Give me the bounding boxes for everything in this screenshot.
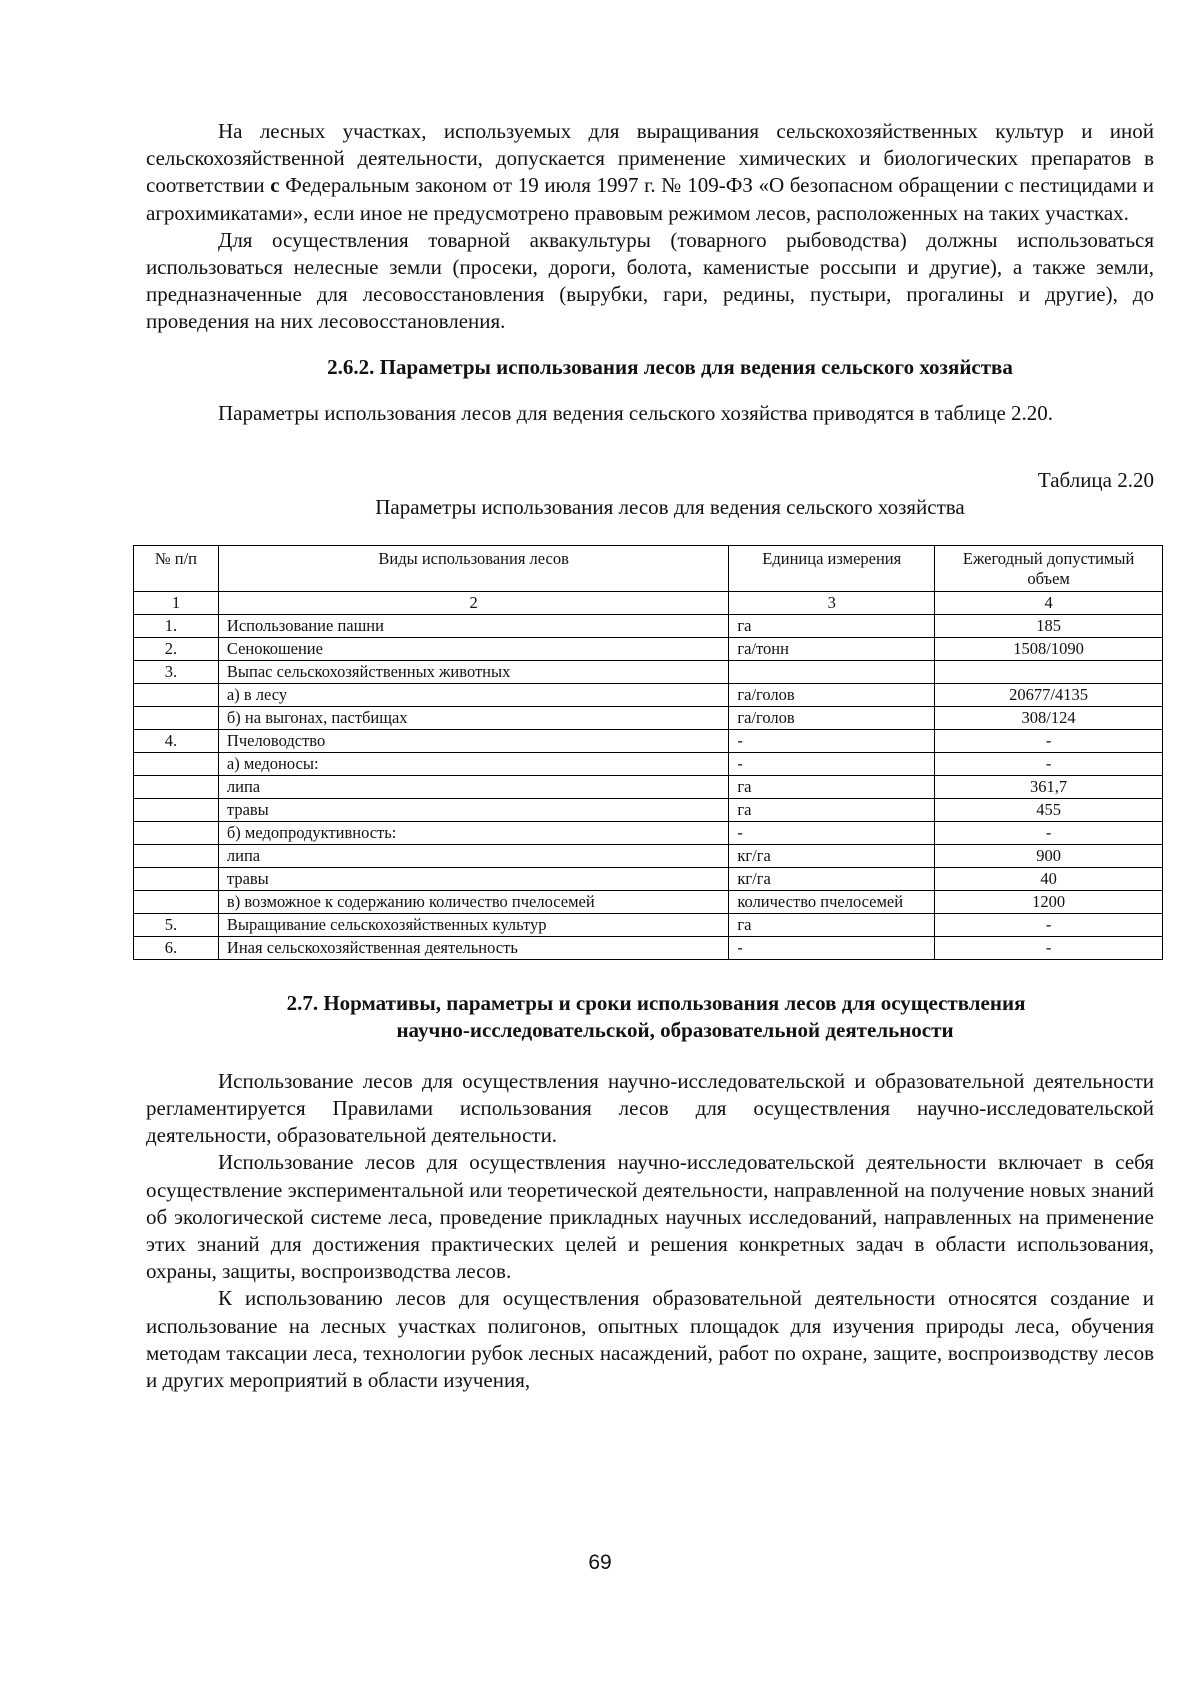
cell-number: 3. xyxy=(134,660,219,683)
cell-annual-volume: 1508/1090 xyxy=(935,637,1163,660)
page-number: 69 xyxy=(588,1551,612,1574)
table-row xyxy=(134,890,1163,913)
table-row xyxy=(134,775,1163,798)
table-title: Параметры использования лесов для ведения сельского хозяйства xyxy=(375,494,965,519)
cell-annual-volume: - xyxy=(935,913,1163,936)
table-row xyxy=(134,729,1163,752)
table-body xyxy=(134,614,1163,959)
cell-usage-type: а) в лесу xyxy=(218,683,728,706)
cell-number: 5. xyxy=(134,913,219,936)
column-number-cell: 2 xyxy=(218,591,728,614)
page-content xyxy=(146,118,1154,1394)
cell-annual-volume: - xyxy=(935,729,1163,752)
header-cell-type: Виды использования лесов xyxy=(218,545,728,591)
intro-paragraph-1-text-a: На лесных участках, используемых для выращивания сельскохозяйственных культур и иной сельскохозяйственной деятельности, допускается применение химических и биологических препаратов в соответствии xyxy=(146,119,1154,198)
cell-number xyxy=(134,798,219,821)
cell-number xyxy=(134,706,219,729)
cell-unit: га/голов xyxy=(729,683,935,706)
cell-unit: га xyxy=(729,614,935,637)
cell-number: 2. xyxy=(134,637,219,660)
table-row xyxy=(134,706,1163,729)
table-row xyxy=(134,844,1163,867)
table-number: Таблица 2.20 xyxy=(1037,467,1154,492)
cell-usage-type: в) возможное к содержанию количество пчелосемей xyxy=(218,890,728,913)
table-row xyxy=(134,913,1163,936)
cell-number xyxy=(134,683,219,706)
intro-paragraph-1-text-b: Федеральным законом от 19 июля 1997 г. № 109-ФЗ «О безопасном обращении с пестицидами и агрохимикатами», если иное не предусмотрено правовым режимом лесов, расположенных на таких участках. xyxy=(146,173,1154,225)
cell-unit: га xyxy=(729,775,935,798)
cell-annual-volume: 900 xyxy=(935,844,1163,867)
section-heading-2-6-2: 2.6.2. Параметры использования лесов для ведения сельского хозяйства xyxy=(327,354,1013,379)
table-row xyxy=(134,798,1163,821)
table-column-numbers-row xyxy=(134,591,1163,614)
cell-annual-volume: - xyxy=(935,752,1163,775)
cell-number xyxy=(134,890,219,913)
cell-unit: кг/га xyxy=(729,844,935,867)
cell-annual-volume: 20677/4135 xyxy=(935,683,1163,706)
cell-annual-volume: 455 xyxy=(935,798,1163,821)
table-row xyxy=(134,821,1163,844)
cell-annual-volume xyxy=(935,660,1163,683)
cell-number xyxy=(134,867,219,890)
header-cell-unit: Единица измерения xyxy=(729,545,935,591)
intro-paragraph-2: Для осуществления товарной аквакультуры (товарного рыбоводства) должны использоваться использоваться нелесные земли (просеки, дороги, болота, каменистые россыпи и другие), а также земли, предназначенные для лесовосстановления (вырубки, гари, редины, пустыри, прогалины и другие), до проведения на них лесовосстановления. xyxy=(146,227,1154,334)
cell-unit: - xyxy=(729,729,935,752)
cell-unit: кг/га xyxy=(729,867,935,890)
cell-usage-type: травы xyxy=(218,867,728,890)
cell-number: 1. xyxy=(134,614,219,637)
cell-usage-type: Выпас сельскохозяйственных животных xyxy=(218,660,728,683)
cell-annual-volume: 185 xyxy=(935,614,1163,637)
cell-number xyxy=(134,775,219,798)
cell-usage-type: травы xyxy=(218,798,728,821)
cell-annual-volume: 308/124 xyxy=(935,706,1163,729)
table-row xyxy=(134,752,1163,775)
table-row xyxy=(134,867,1163,890)
table-row xyxy=(134,936,1163,959)
cell-unit: - xyxy=(729,936,935,959)
cell-annual-volume: 1200 xyxy=(935,890,1163,913)
intro-paragraph-1 xyxy=(146,118,1154,227)
cell-usage-type: Иная сельскохозяйственная деятельность xyxy=(218,936,728,959)
table-row xyxy=(134,683,1163,706)
header-cell-volume: Ежегодный допустимый объем xyxy=(935,545,1163,591)
cell-usage-type: Сенокошение xyxy=(218,637,728,660)
table-row xyxy=(134,660,1163,683)
header-cell-number: № п/п xyxy=(134,545,219,591)
cell-usage-type: Выращивание сельскохозяйственных культур xyxy=(218,913,728,936)
cell-usage-type: б) на выгонах, пастбищах xyxy=(218,706,728,729)
section-heading-2-7-line-2: научно-исследовательской, образовательной деятельности xyxy=(396,1017,954,1042)
cell-unit: га/голов xyxy=(729,706,935,729)
table-row xyxy=(134,614,1163,637)
section-2-7-paragraph-3: К использованию лесов для осуществления образовательной деятельности относятся создание и использование на лесных участках полигонов, опытных площадок для изучения природы леса, обучения методам таксации леса, технологии рубок лесных насаждений, работ по охране, защите, воспроизводству лесов и других мероприятий в области изучения, xyxy=(146,1286,1154,1393)
section-2-7-paragraph-2: Использование лесов для осуществления научно-исследовательской деятельности включает в себя осуществление экспериментальной или теоретической деятельности, направленной на получение новых знаний об экологической системе леса, проведение прикладных научных исследований, направленных на применение этих знаний для достижения практических целей и решения конкретных задач в области использования, охраны, защиты, воспроизводства лесов. xyxy=(146,1150,1154,1284)
intro-paragraph-1-bold: с xyxy=(270,173,280,198)
cell-usage-type: липа xyxy=(218,844,728,867)
cell-unit: га/тонн xyxy=(729,637,935,660)
cell-usage-type: Использование пашни xyxy=(218,614,728,637)
section-2-7-paragraph-1: Использование лесов для осуществления научно-исследовательской и образовательной деятельности регламентируется Правилами использования лесов для осуществления научно-исследовательской деятельности, образовательной деятельности. xyxy=(146,1068,1154,1148)
cell-usage-type: а) медоносы: xyxy=(218,752,728,775)
cell-unit: количество пчелосемей xyxy=(729,890,935,913)
column-number-cell: 1 xyxy=(134,591,219,614)
cell-usage-type: Пчеловодство xyxy=(218,729,728,752)
cell-annual-volume: 361,7 xyxy=(935,775,1163,798)
cell-unit: - xyxy=(729,752,935,775)
cell-number xyxy=(134,821,219,844)
cell-usage-type: б) медопродуктивность: xyxy=(218,821,728,844)
table-header-row xyxy=(134,545,1163,591)
cell-annual-volume: 40 xyxy=(935,867,1163,890)
cell-number xyxy=(134,844,219,867)
cell-unit xyxy=(729,660,935,683)
column-number-cell: 3 xyxy=(729,591,935,614)
section-heading-2-7 xyxy=(146,990,1154,1044)
column-number-cell: 4 xyxy=(935,591,1163,614)
cell-annual-volume: - xyxy=(935,936,1163,959)
cell-number: 4. xyxy=(134,729,219,752)
cell-unit: га xyxy=(729,798,935,821)
parameters-table xyxy=(133,545,1163,960)
section-heading-2-7-line-1: 2.7. Нормативы, параметры и сроки использования лесов для осуществления xyxy=(286,990,1026,1015)
cell-unit: га xyxy=(729,913,935,936)
cell-annual-volume: - xyxy=(935,821,1163,844)
table-row xyxy=(134,637,1163,660)
cell-number xyxy=(134,752,219,775)
cell-usage-type: липа xyxy=(218,775,728,798)
section-2-6-2-text: Параметры использования лесов для ведения сельского хозяйства приводятся в таблице 2.20. xyxy=(218,400,1054,425)
cell-number: 6. xyxy=(134,936,219,959)
cell-unit: - xyxy=(729,821,935,844)
